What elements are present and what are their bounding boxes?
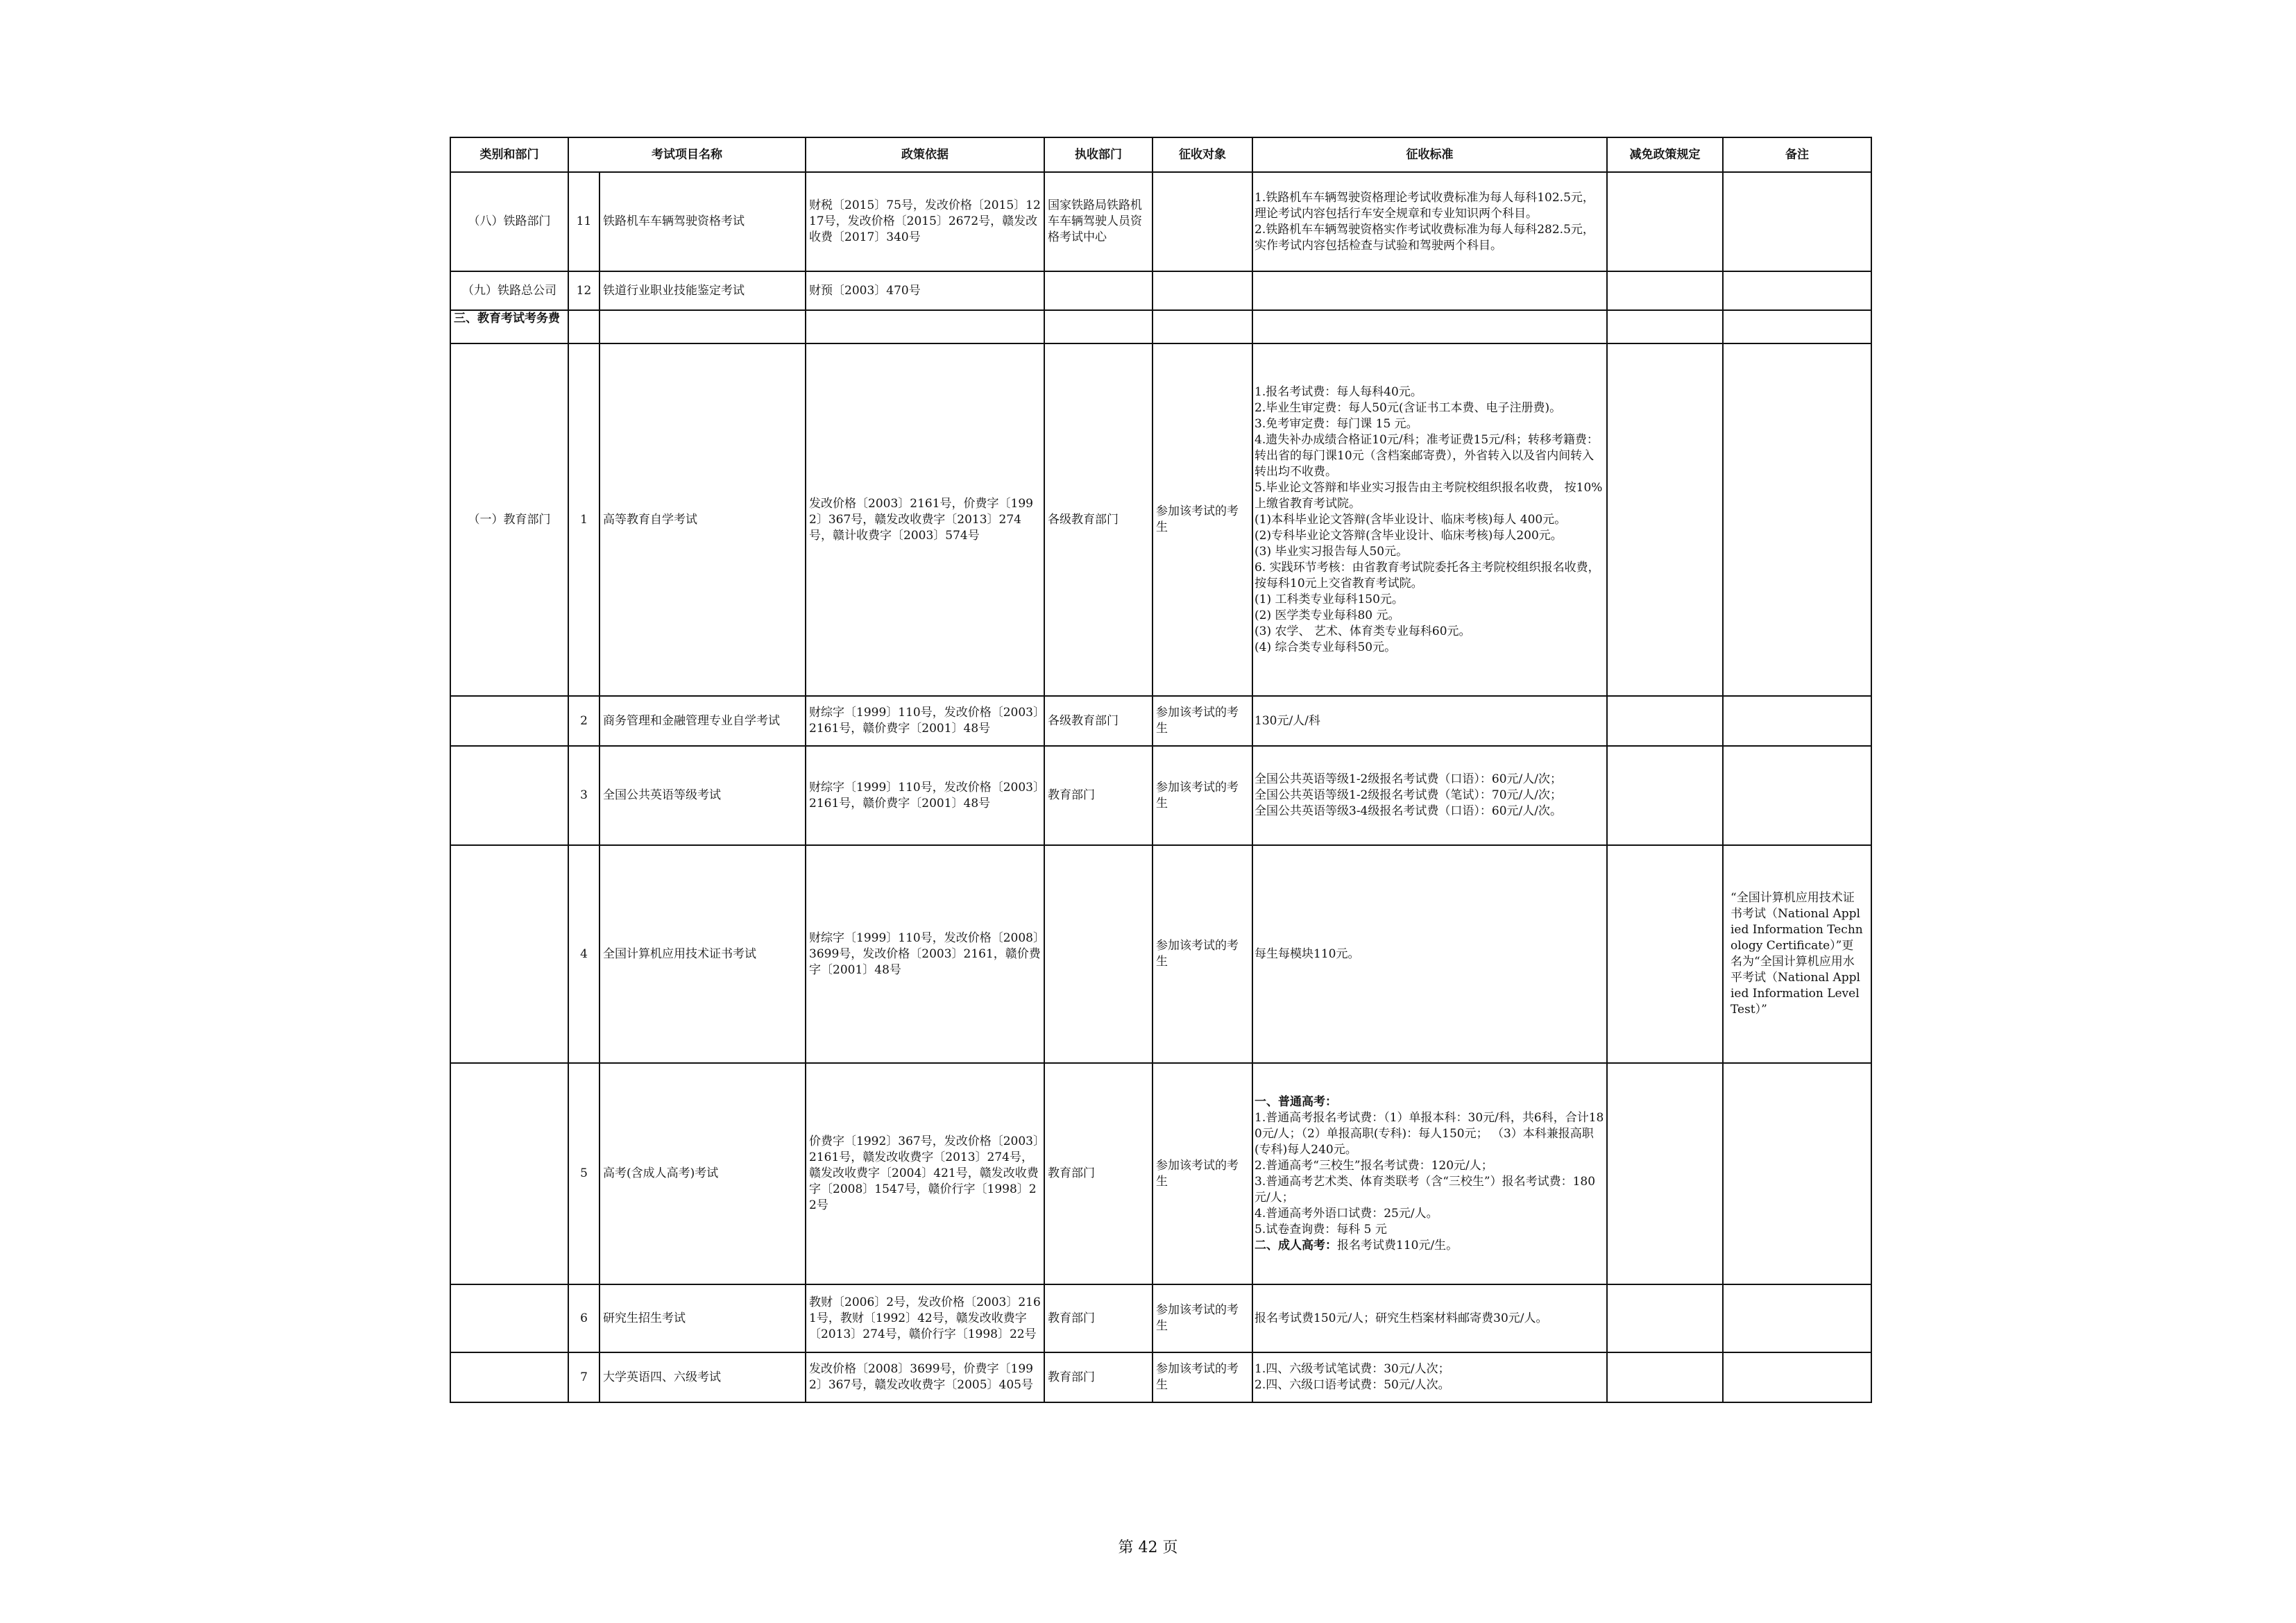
row-category bbox=[450, 746, 568, 845]
row-basis: 财综字〔1999〕110号，发改价格〔2003〕2161号，赣价费字〔2001〕48号 bbox=[806, 696, 1044, 746]
row-dept: 教育部门 bbox=[1044, 1352, 1153, 1402]
row-standard bbox=[1252, 271, 1607, 310]
section-row bbox=[450, 310, 1871, 343]
table-row bbox=[450, 1284, 1871, 1352]
row-category: （九）铁路总公司 bbox=[450, 271, 568, 310]
row-basis: 教财〔2006〕2号，发改价格〔2003〕2161号，教财〔1992〕42号，赣发改收费字〔2013〕274号，赣价行字〔1998〕22号 bbox=[806, 1284, 1044, 1352]
table-row bbox=[450, 343, 1871, 696]
row-item: 全国计算机应用技术证书考试 bbox=[599, 845, 806, 1063]
row-standard bbox=[1252, 746, 1607, 845]
row-note bbox=[1723, 343, 1871, 696]
table-row bbox=[450, 1352, 1871, 1402]
standard-subtext: 报名考试费110元/生。 bbox=[1337, 1238, 1459, 1252]
row-standard bbox=[1252, 172, 1607, 271]
row-number: 5 bbox=[568, 1063, 599, 1284]
row-item: 高等教育自学考试 bbox=[599, 343, 806, 696]
row-note bbox=[1723, 1063, 1871, 1284]
row-standard bbox=[1252, 696, 1607, 746]
row-relief bbox=[1607, 1284, 1723, 1352]
page-number: 第 42 页 bbox=[1118, 1539, 1178, 1556]
standard-subheading: 二、成人高考： bbox=[1255, 1238, 1337, 1252]
row-note bbox=[1723, 172, 1871, 271]
row-dept: 教育部门 bbox=[1044, 746, 1153, 845]
row-standard bbox=[1252, 1284, 1607, 1352]
standard-line: 2.普通高考“三校生”报名考试费：120元/人； bbox=[1255, 1158, 1493, 1173]
fee-table bbox=[450, 137, 1872, 1403]
row-category bbox=[450, 1284, 568, 1352]
standard-line: (3) 农学、 艺术、体育类专业每科60元。 bbox=[1255, 624, 1471, 638]
standard-line: 全国公共英语等级1-2级报名考试费（笔试）：70元/人/次； bbox=[1255, 788, 1562, 802]
row-object bbox=[1153, 172, 1252, 271]
row-basis: 财税〔2015〕75号，发改价格〔2015〕1217号，发改价格〔2015〕2672号，赣发改收费〔2017〕340号 bbox=[806, 172, 1044, 271]
standard-line: 3.免考审定费：每门课 15 元。 bbox=[1255, 416, 1418, 431]
row-relief bbox=[1607, 696, 1723, 746]
table-row bbox=[450, 746, 1871, 845]
standard-line: 4.普通高考外语口试费：25元/人。 bbox=[1255, 1206, 1438, 1221]
row-number: 7 bbox=[568, 1352, 599, 1402]
row-number: 12 bbox=[568, 271, 599, 310]
row-item: 研究生招生考试 bbox=[599, 1284, 806, 1352]
row-note bbox=[1723, 1284, 1871, 1352]
row-basis: 价费字〔1992〕367号，发改价格〔2003〕2161号，赣发改收费字〔2013〕274号，赣发改收费字〔2004〕421号，赣发改收费字〔2008〕1547号，赣价行字〔1998〕22号 bbox=[806, 1063, 1044, 1284]
row-item: 高考(含成人高考)考试 bbox=[599, 1063, 806, 1284]
row-basis: 发改价格〔2008〕3699号，价费字〔1992〕367号，赣发改收费字〔2005〕405号 bbox=[806, 1352, 1044, 1402]
row-dept bbox=[1044, 845, 1153, 1063]
standard-line: 全国公共英语等级3-4级报名考试费（口语）：60元/人/次。 bbox=[1255, 804, 1562, 818]
row-standard bbox=[1252, 343, 1607, 696]
header-basis: 政策依据 bbox=[806, 137, 1044, 172]
row-basis: 发改价格〔2003〕2161号，价费字〔1992〕367号，赣发改收费字〔2013〕274号，赣计收费字〔2003〕574号 bbox=[806, 343, 1044, 696]
row-number: 6 bbox=[568, 1284, 599, 1352]
header-item: 考试项目名称 bbox=[568, 137, 806, 172]
row-relief bbox=[1607, 1352, 1723, 1402]
row-item: 大学英语四、六级考试 bbox=[599, 1352, 806, 1402]
row-number: 2 bbox=[568, 696, 599, 746]
row-object: 参加该考试的考生 bbox=[1153, 1352, 1252, 1402]
standard-line: 1.四、六级考试笔试费：30元/人次； bbox=[1255, 1362, 1450, 1376]
row-note bbox=[1723, 271, 1871, 310]
row-category bbox=[450, 696, 568, 746]
row-relief bbox=[1607, 845, 1723, 1063]
row-dept: 教育部门 bbox=[1044, 1284, 1153, 1352]
standard-line: 1.铁路机车车辆驾驶资格理论考试收费标准为每人每科102.5元，理论考试内容包括行车安全规章和专业知识两个科目。 bbox=[1255, 190, 1595, 221]
standard-line: 5.毕业论文答辩和毕业实习报告由主考院校组织报名收费， 按10%上缴省教育考试院。 bbox=[1255, 480, 1603, 511]
standard-line: 5.试卷查询费：每科 5 元 bbox=[1255, 1222, 1387, 1237]
standard-line: 130元/人/科 bbox=[1255, 713, 1320, 728]
standard-line: 1.普通高考报名考试费：（1）单报本科：30元/科，共6科，合计180元/人；（2）单报高职(专科)：每人150元； （3）本科兼报高职(专科)每人240元。 bbox=[1255, 1110, 1604, 1157]
row-object: 参加该考试的考生 bbox=[1153, 343, 1252, 696]
row-dept bbox=[1044, 271, 1153, 310]
section-title: 三、教育考试考务费 bbox=[450, 310, 568, 343]
row-basis: 财综字〔1999〕110号，发改价格〔2003〕2161号，赣价费字〔2001〕48号 bbox=[806, 746, 1044, 845]
row-basis: 财预〔2003〕470号 bbox=[806, 271, 1044, 310]
standard-line: (1) 工科类专业每科150元。 bbox=[1255, 592, 1404, 606]
standard-line: 2.四、六级口语考试费：50元/人次。 bbox=[1255, 1378, 1450, 1392]
header-relief: 减免政策规定 bbox=[1607, 137, 1723, 172]
row-object: 参加该考试的考生 bbox=[1153, 696, 1252, 746]
row-object: 参加该考试的考生 bbox=[1153, 746, 1252, 845]
row-number: 3 bbox=[568, 746, 599, 845]
row-dept: 国家铁路局铁路机车车辆驾驶人员资格考试中心 bbox=[1044, 172, 1153, 271]
row-category bbox=[450, 1063, 568, 1284]
header-note: 备注 bbox=[1723, 137, 1871, 172]
row-relief bbox=[1607, 343, 1723, 696]
standard-line: (3) 毕业实习报告每人50元。 bbox=[1255, 544, 1409, 559]
standard-line-adult bbox=[1255, 1238, 1605, 1254]
row-category: （八）铁路部门 bbox=[450, 172, 568, 271]
row-standard bbox=[1252, 1063, 1607, 1284]
row-item: 铁道行业职业技能鉴定考试 bbox=[599, 271, 806, 310]
row-number: 4 bbox=[568, 845, 599, 1063]
header-row bbox=[450, 137, 1871, 172]
row-number: 1 bbox=[568, 343, 599, 696]
row-item: 商务管理和金融管理专业自学考试 bbox=[599, 696, 806, 746]
header-standard: 征收标准 bbox=[1252, 137, 1607, 172]
row-relief bbox=[1607, 746, 1723, 845]
row-category bbox=[450, 1352, 568, 1402]
header-category: 类别和部门 bbox=[450, 137, 568, 172]
standard-line: (2)专科毕业论文答辩(含毕业设计、临床考核)每人200元。 bbox=[1255, 528, 1563, 543]
row-standard bbox=[1252, 1352, 1607, 1402]
row-dept: 各级教育部门 bbox=[1044, 696, 1153, 746]
row-note bbox=[1723, 1352, 1871, 1402]
row-object: 参加该考试的考生 bbox=[1153, 1063, 1252, 1284]
table-row bbox=[450, 271, 1871, 310]
standard-line: 6. 实践环节考核：由省教育考试院委托各主考院校组织报名收费，按每科10元上交省教育考试院。 bbox=[1255, 560, 1600, 590]
row-relief bbox=[1607, 172, 1723, 271]
standard-heading: 一、普通高考： bbox=[1255, 1094, 1337, 1109]
row-note: “全国计算机应用技术证书考试（National Applied Information Technology Certificate）”更名为“全国计算机应用水平考试（National Applied Information Level Test）” bbox=[1723, 845, 1871, 1063]
standard-line: 1.报名考试费：每人每科40元。 bbox=[1255, 384, 1422, 399]
row-item: 铁路机车车辆驾驶资格考试 bbox=[599, 172, 806, 271]
row-basis: 财综字〔1999〕110号，发改价格〔2008〕3699号，发改价格〔2003〕2161，赣价费字〔2001〕48号 bbox=[806, 845, 1044, 1063]
table-row bbox=[450, 696, 1871, 746]
standard-line: 2.铁路机车车辆驾驶资格实作考试收费标准为每人每科282.5元，实作考试内容包括检查与试验和驾驶两个科目。 bbox=[1255, 222, 1595, 253]
standard-line: 4.遗失补办成绩合格证10元/科；准考证费15元/科；转移考籍费：转出省的每门课10元（含档案邮寄费），外省转入以及省内间转入转出均不收费。 bbox=[1255, 432, 1599, 479]
row-object: 参加该考试的考生 bbox=[1153, 845, 1252, 1063]
row-dept: 各级教育部门 bbox=[1044, 343, 1153, 696]
row-dept: 教育部门 bbox=[1044, 1063, 1153, 1284]
row-item: 全国公共英语等级考试 bbox=[599, 746, 806, 845]
row-category bbox=[450, 845, 568, 1063]
row-relief bbox=[1607, 1063, 1723, 1284]
standard-line: 2.毕业生审定费：每人50元(含证书工本费、电子注册费)。 bbox=[1255, 400, 1562, 415]
header-dept: 执收部门 bbox=[1044, 137, 1153, 172]
header-object: 征收对象 bbox=[1153, 137, 1252, 172]
standard-line: 报名考试费150元/人；研究生档案材料邮寄费30元/人。 bbox=[1255, 1311, 1548, 1325]
row-standard bbox=[1252, 845, 1607, 1063]
standard-line: 每生每模块110元。 bbox=[1255, 946, 1360, 961]
standard-line: (1)本科毕业论文答辩(含毕业设计、临床考核)每人 400元。 bbox=[1255, 512, 1567, 527]
row-category: （一）教育部门 bbox=[450, 343, 568, 696]
row-object: 参加该考试的考生 bbox=[1153, 1284, 1252, 1352]
row-relief bbox=[1607, 271, 1723, 310]
table-row bbox=[450, 1063, 1871, 1284]
row-note bbox=[1723, 696, 1871, 746]
standard-line: 全国公共英语等级1-2级报名考试费（口语）：60元/人/次； bbox=[1255, 772, 1562, 786]
standard-line: 3.普通高考艺术类、体育类联考（含“三校生”）报名考试费：180元/人； bbox=[1255, 1174, 1596, 1205]
standard-line: (2) 医学类专业每科80 元。 bbox=[1255, 608, 1400, 622]
standard-line: (4) 综合类专业每科50元。 bbox=[1255, 640, 1397, 654]
row-object bbox=[1153, 271, 1252, 310]
row-note bbox=[1723, 746, 1871, 845]
table-row bbox=[450, 172, 1871, 271]
row-number: 11 bbox=[568, 172, 599, 271]
table-row bbox=[450, 845, 1871, 1063]
